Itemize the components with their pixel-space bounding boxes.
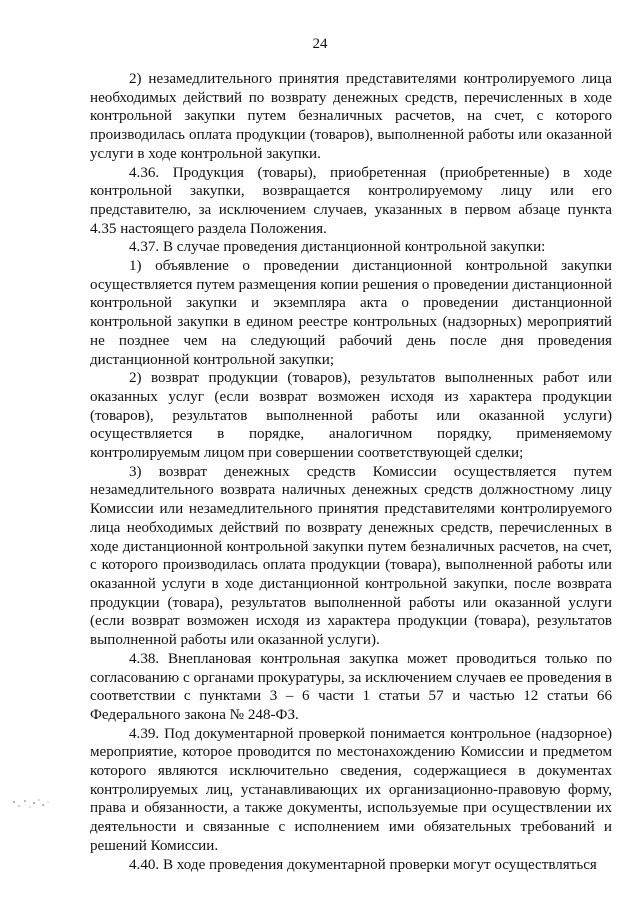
paragraph-4-39: 4.39. Под документарной проверкой понимается контрольное (надзорное) мероприятие, которое проводится по местонахождению Комиссии и предметом которого являются исключительно сведения, содержащиеся в документах контролируемых лиц, устанавливающих их организационно-правовую форму, права и обязанности, а также документы, используемые при осуществлении их деятельности и связанные с исполнением ими обязательных требований и решений Комиссии. <box>90 725 612 854</box>
page-number: 24 <box>312 36 328 52</box>
document-body <box>90 70 612 874</box>
paragraph-4-36: 4.36. Продукция (товары), приобретенная (приобретенные) в ходе контрольной закупки, возвращается контролируемому лицу или его представителю, за исключением случаев, указанных в первом абзаце пункта 4.35 настоящего раздела Положения. <box>90 164 612 237</box>
paragraph-4-37-item-2: 2) возврат продукции (товаров), результатов выполненных работ или оказанных услуг (если возврат возможен исходя из характера продукции (товаров), результатов выполненной работы или оказанной услуги) осуществляется в порядке, аналогичном порядку, применяемому контролируемым лицом при совершении соответствующей сделки; <box>90 370 612 462</box>
paragraph-4-37-item-3: 3) возврат денежных средств Комиссии осуществляется путем незамедлительного возврата наличных денежных средств должностному лицу Комиссии или незамедлительного принятия представителями контролируемого лица необходимых действий по возврату денежных средств, перечисленных в ходе дистанционной контрольной закупки путем безналичных расчетов, на счет, с которого производилась оплата продукции (товара), выполненной работы или оказанной услуги в ходе дистанционной контрольной закупки, после возврата продукции (товара), результатов выполненной работы или оказанной услуги (если возврат возможен исходя из характера продукции (товара), результатов выполненной работы или оказанной услуги). <box>90 463 612 649</box>
paragraph-4-37-item-1: 1) объявление о проведении дистанционной контрольной закупки осуществляется путем размещения копии решения о проведении дистанционной контрольной закупки и экземпляра акта о проведении дистанционной контрольной закупки в едином реестре контрольных (надзорных) мероприятий не позднее чем на следующий рабочий день после дня проведения дистанционной контрольной закупки; <box>90 258 612 368</box>
paragraph-4-40: 4.40. В ходе проведения документарной проверки могут осуществляться <box>129 856 597 873</box>
paragraph-4-37: 4.37. В случае проведения дистанционной контрольной закупки: <box>129 239 546 256</box>
scan-noise-mark <box>10 797 52 811</box>
paragraph-4-38: 4.38. Внеплановая контрольная закупка может проводиться только по согласованию с органами прокуратуры, за исключением случаев ее проведения в соответствии с пунктами 3 – 6 части 1 статьи 57 и частью 12 статьи 66 Федерального закона № 248-ФЗ. <box>90 650 612 723</box>
paragraph-item-2-refund: 2) незамедлительного принятия представителями контролируемого лица необходимых действий по возврату денежных средств, перечисленных в ходе контрольной закупки путем безналичных расчетов, на счет, с которого производилась оплата продукции (товаров), выполненной работы или оказанной услуги в ходе контрольной закупки. <box>90 71 612 162</box>
